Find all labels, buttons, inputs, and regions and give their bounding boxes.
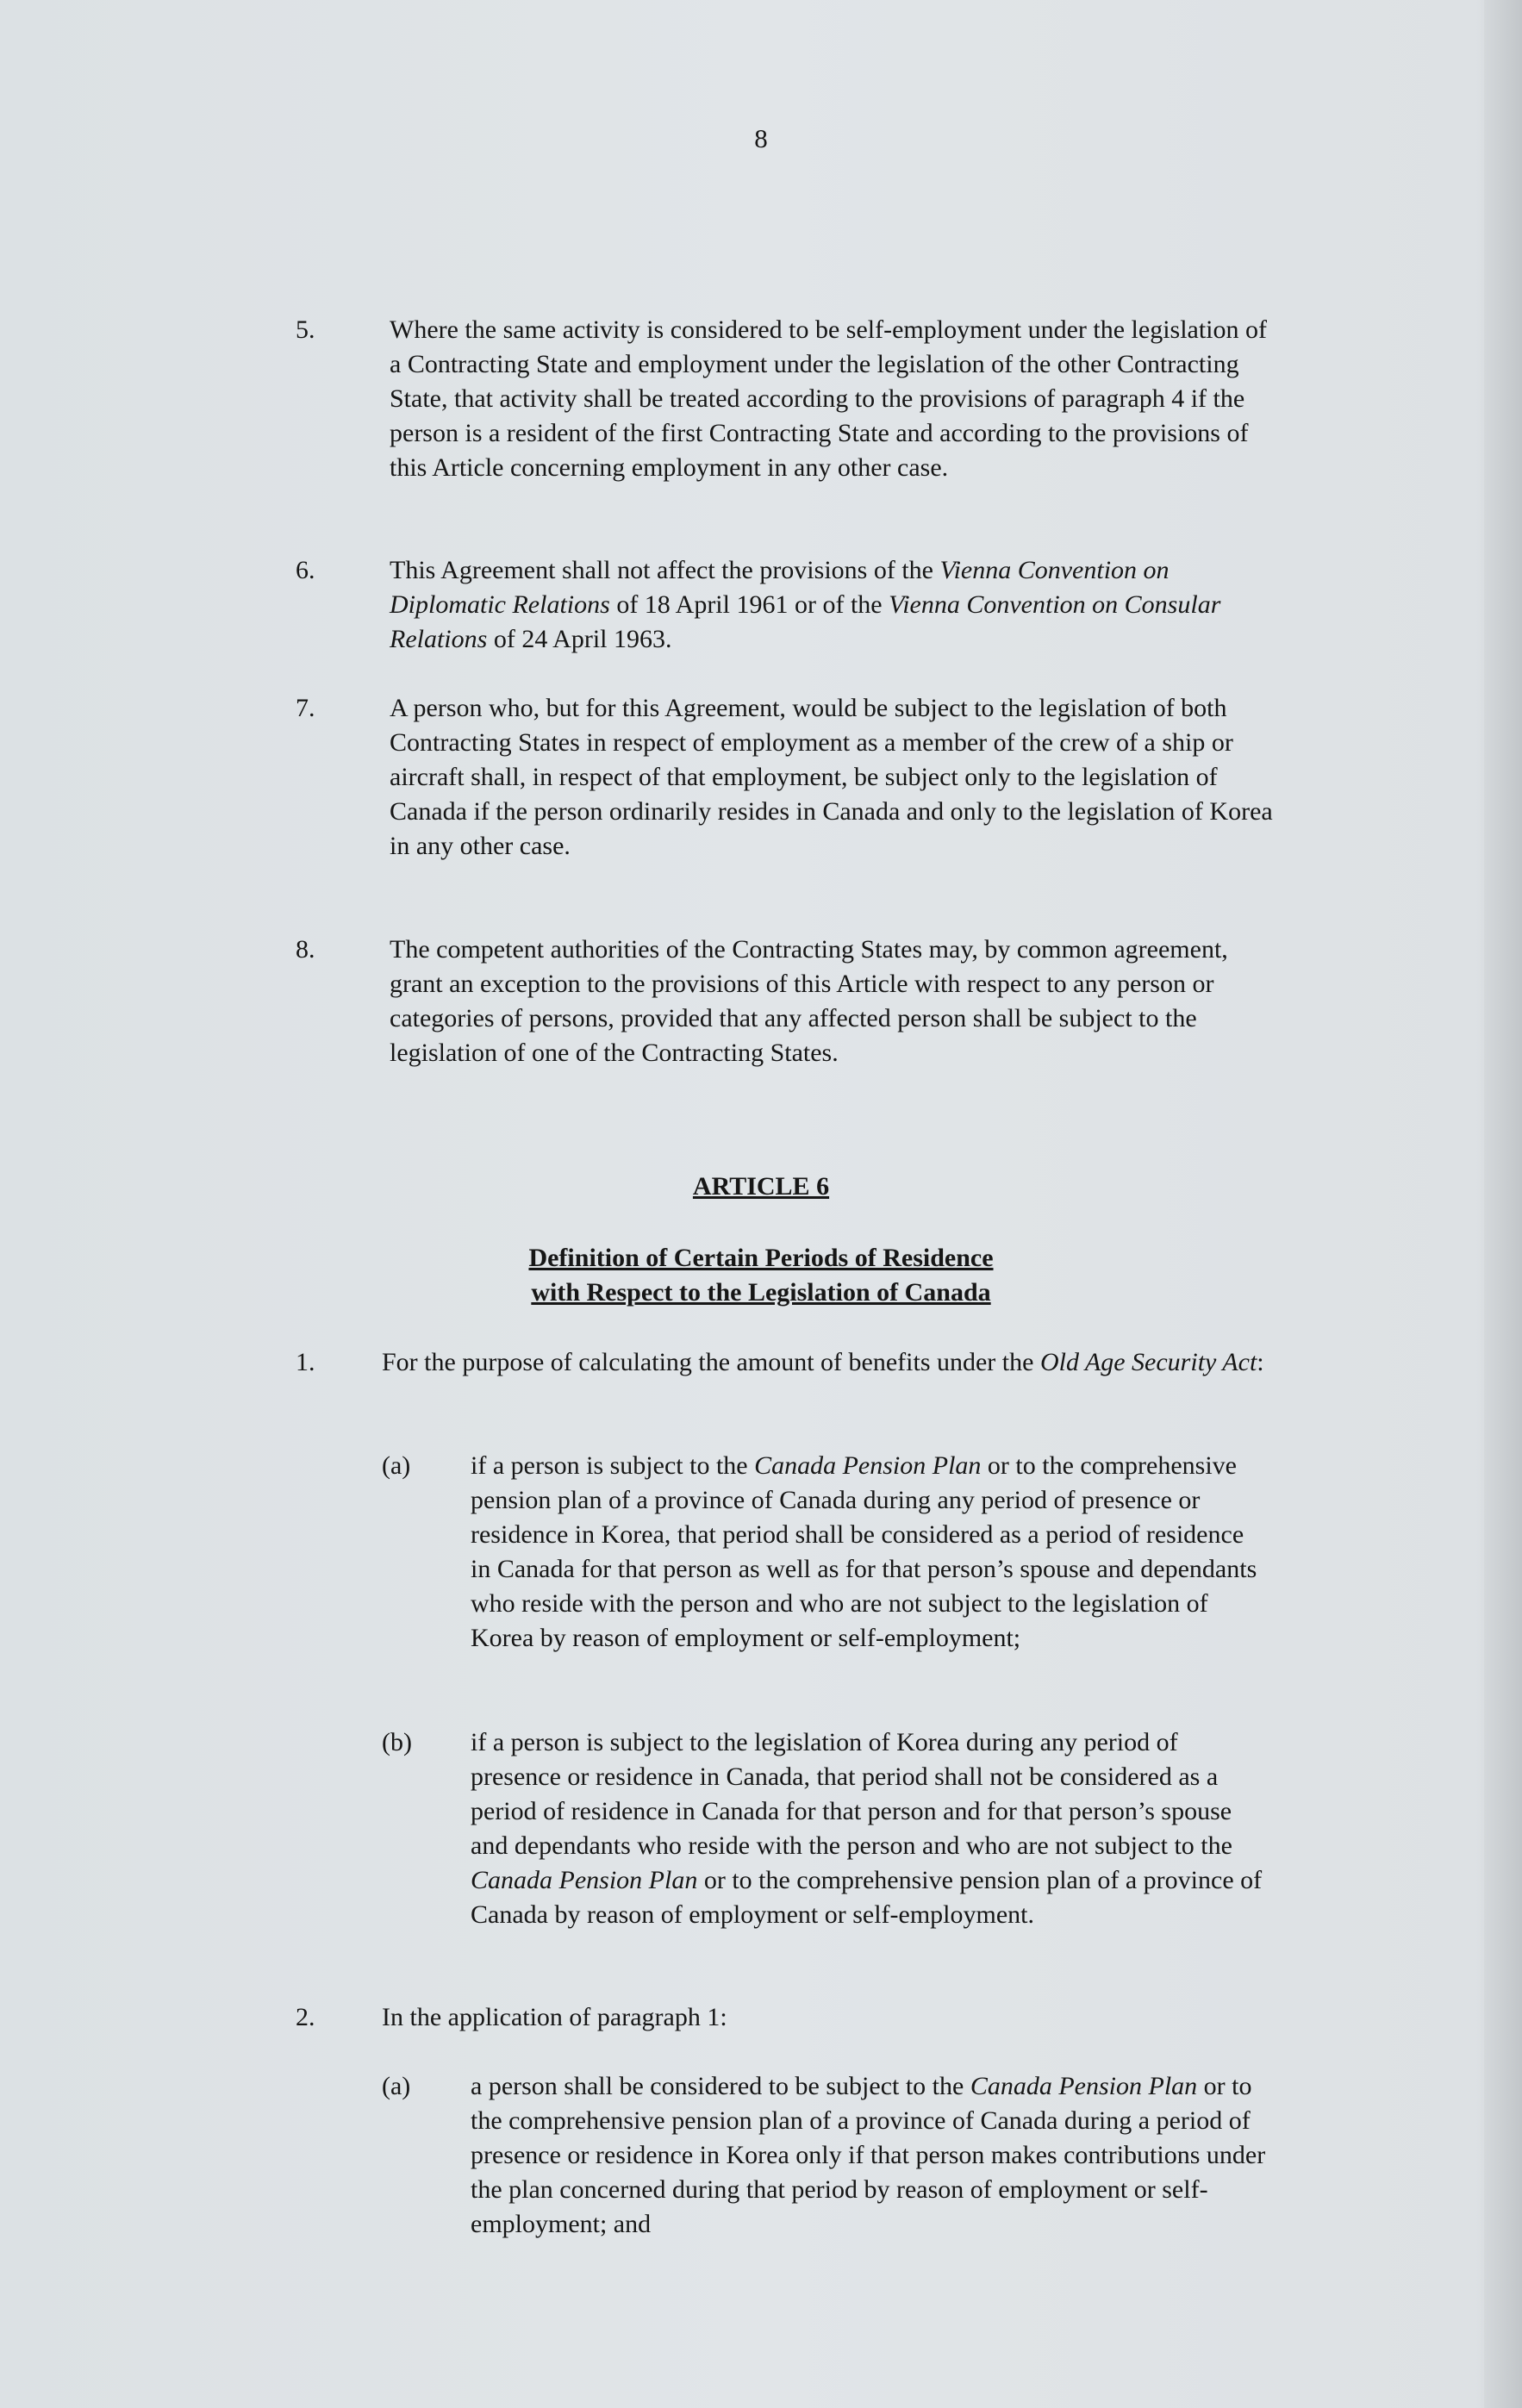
article-subtitle — [0, 1241, 1522, 1310]
article-subtitle-line-1: Definition of Certain Periods of Residence — [528, 1244, 994, 1272]
paragraph-number: 1. — [296, 1348, 315, 1376]
paragraph-number: 7. — [296, 694, 315, 722]
subparagraph-text: if a person is subject to the Canada Pension Plan or to the comprehensive pension plan of a province of Canada during any period of presence or residence in Korea, that period shall be considered as a period of residence in Canada for that person as well as for that person’s spouse and dependants who reside with the person and who are not subject to the legislation of Korea by reason of employment or self-employment; — [471, 1451, 1257, 1652]
page-number: 8 — [754, 123, 768, 153]
subparagraph-text: if a person is subject to the legislation of Korea during any period of presence or residence in Canada, that period shall not be considered as a period of residence in Canada for that person and for that person’s spouse and dependants who reside with the person and who are not subject to the Canada Pension Plan or to the comprehensive pension plan of a province of Canada by reason of employment or self-employment. — [471, 1728, 1263, 1929]
paragraph-text: In the application of paragraph 1: — [382, 2003, 727, 2031]
paragraph-number: 5. — [296, 315, 315, 344]
subparagraph-text: a person shall be considered to be subject to the Canada Pension Plan or to the comprehensive pension plan of a province of Canada during a period of presence or residence in Korea only if that person makes contributions under the plan concerned during that period by reason of employment or self-employment; and — [471, 2072, 1266, 2238]
page-edge — [1484, 0, 1522, 2408]
paragraph-text: For the purpose of calculating the amount of benefits under the Old Age Security Act: — [382, 1348, 1264, 1376]
article-subtitle-line-2: with Respect to the Legislation of Canada — [531, 1278, 991, 1307]
paragraph-text: Where the same activity is considered to be self-employment under the legislation of a Contracting State and employment under the legislation of the other Contracting State, that activity shall be treated according to the provisions of paragraph 4 if the person is a resident of the first Contracting State and according to the provisions of this Article concerning employment in any other case. — [390, 315, 1268, 482]
paragraph-number: 8. — [296, 935, 315, 964]
subparagraph-letter: (a) — [382, 1451, 411, 1480]
article-title: ARTICLE 6 — [692, 1172, 830, 1201]
paragraph-number: 2. — [296, 2003, 315, 2031]
subparagraph-letter: (b) — [382, 1728, 412, 1756]
paragraph-text: This Agreement shall not affect the provisions of the Vienna Convention on Diplomatic Relations of 18 April 1961 or of the Vienna Convention on Consular Relations of 24 April 1963. — [390, 556, 1221, 653]
subparagraph-letter: (a) — [382, 2072, 411, 2100]
paragraph-text: A person who, but for this Agreement, would be subject to the legislation of both Contracting States in respect of employment as a member of the crew of a ship or aircraft shall, in respect of that employment, be subject only to the legislation of Canada if the person ordinarily resides in Canada and only to the legislation of Korea in any other case. — [390, 694, 1273, 860]
paragraph-number: 6. — [296, 556, 315, 584]
paragraph-text: The competent authorities of the Contracting States may, by common agreement, grant an exception to the provisions of this Article with respect to any person or categories of persons, provided that any affected person shall be subject to the legislation of one of the Contracting States. — [390, 935, 1228, 1067]
